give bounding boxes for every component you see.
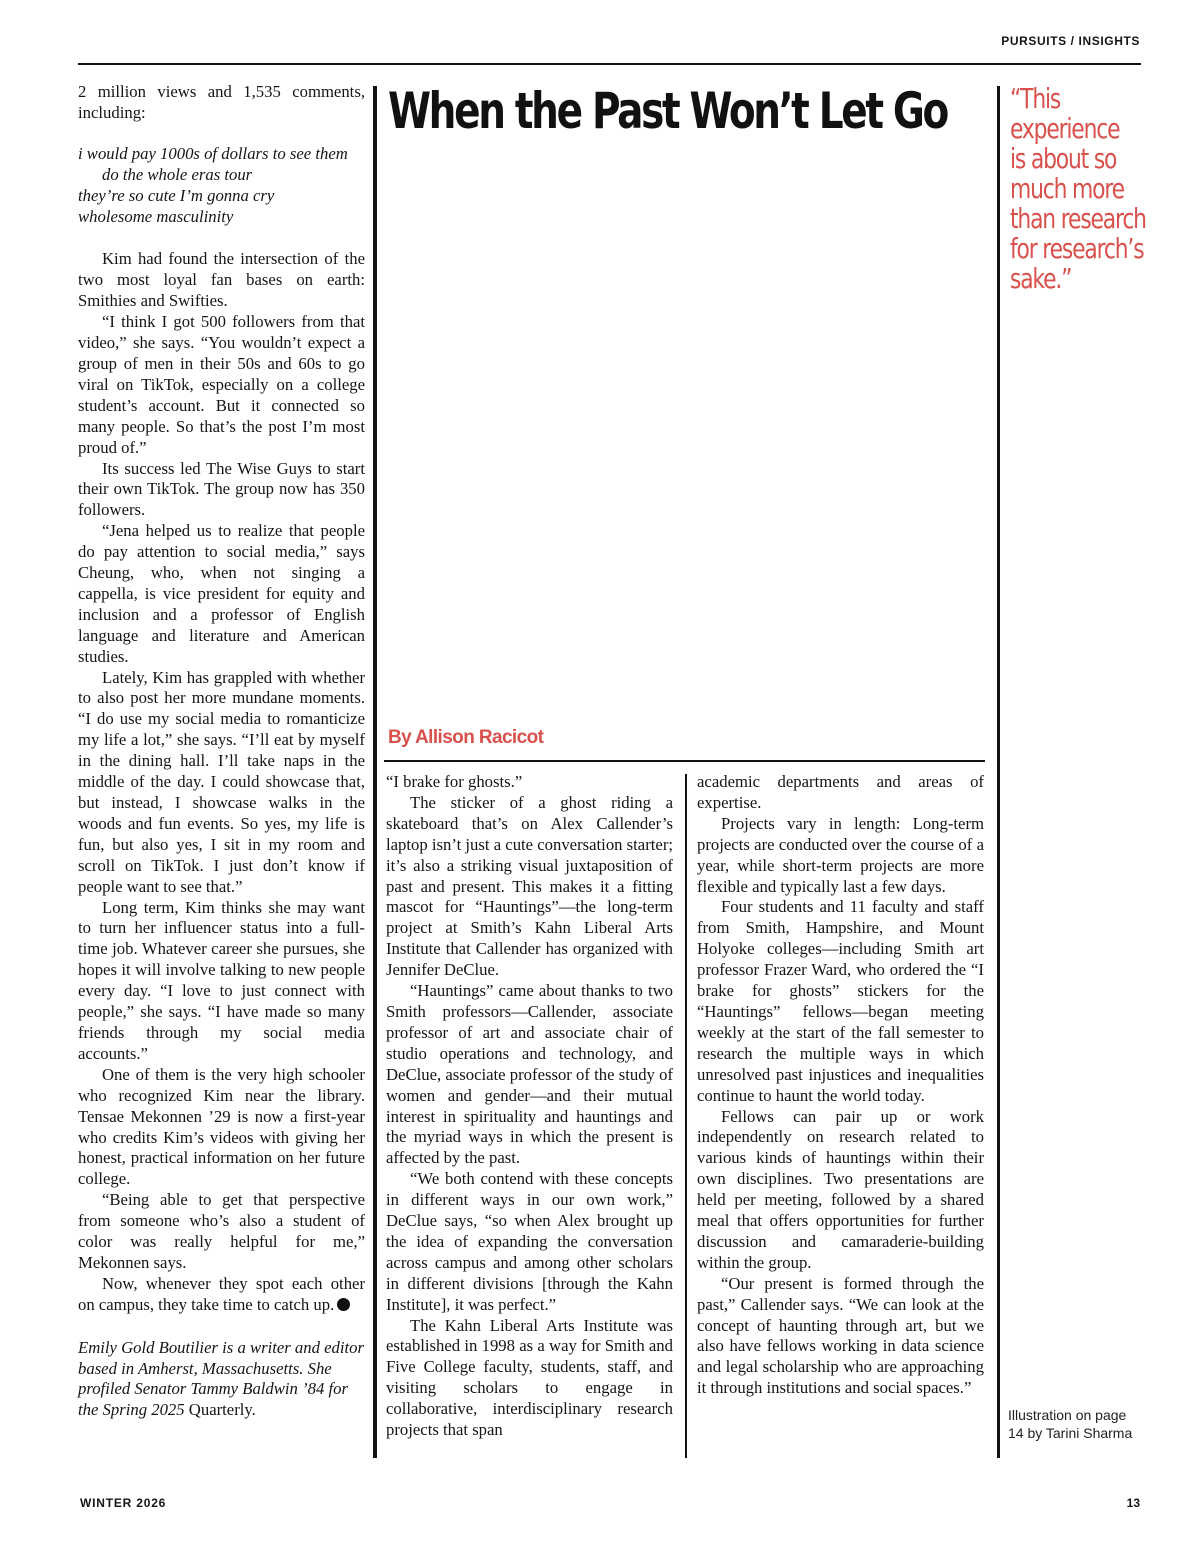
pull-quote-line: is about so xyxy=(1010,142,1117,175)
comment-line: they’re so cute I’m gonna cry xyxy=(78,185,275,205)
paragraph: “Being able to get that perspective from someone who’s also a student of color was really helpful for me,” Mekonnen says. xyxy=(78,1190,365,1272)
paragraph: “I think I got 500 followers from that video,” she says. “You wouldn’t expect a group of men in their 50s and 60s to go viral on TikTok, especially on a college student’s account. But it connected so many people. So that’s the post I’m most proud of.” xyxy=(78,312,365,457)
issue-label: WINTER 2026 xyxy=(80,1496,167,1510)
paragraph: Long term, Kim thinks she may want to turn her influencer status into a full-time job. Whatever career she pursues, she hopes it will involve talking to new people every day. “I love to just connect with people,” she says. “I have made so many friends through my social media accounts.” xyxy=(78,897,365,1063)
vertical-rule-left xyxy=(373,86,377,1458)
paragraph: Kim had found the intersection of the two most loyal fan bases on earth: Smithies and Swifties. xyxy=(78,249,365,311)
intro-text: 2 million views and 1,535 comments, including: xyxy=(78,82,365,122)
paragraph: Four students and 11 faculty and staff from Smith, Hampshire, and Mount Holyoke colleges—including Smith art professor Frazer Ward, who ordered the “I brake for ghosts” stickers for the “Hauntings” fellows—began meeting weekly at the start of the fall semester to research the multiple ways in which unresolved past injustices and inequalities continue to haunt the world today. xyxy=(697,897,984,1105)
illustration-space xyxy=(388,150,983,720)
pull-quote-line: than research xyxy=(1010,202,1146,235)
end-mark-icon xyxy=(337,1298,350,1311)
bio-publication: Quarterly. xyxy=(188,1400,256,1420)
middle-column xyxy=(386,772,673,1441)
pull-quote-line: much more xyxy=(1010,172,1124,205)
paragraph: academic departments and areas of expertise. xyxy=(697,772,984,812)
pull-quote-line: sake.” xyxy=(1010,262,1072,295)
paragraph: “Hauntings” came about thanks to two Smith professors—Callender, associate professor of art and associate chair of studio operations and technology, and DeClue, associate professor of the study of women and gender—and their mutual interest in spirituality and hauntings and the myriad ways in which the present is affected by the past. xyxy=(386,981,673,1168)
author-bio xyxy=(78,1338,365,1422)
pull-quote-line: for research’s xyxy=(1010,232,1144,265)
comment-line: i would pay 1000s of dollars to see them xyxy=(78,143,348,163)
pull-quote xyxy=(1010,82,1146,295)
byline: By Allison Racicot xyxy=(388,727,544,748)
page-number: 13 xyxy=(1126,1496,1140,1510)
pull-quote-line: “This xyxy=(1010,82,1061,115)
right-column xyxy=(697,772,984,1399)
final-paragraph xyxy=(78,1274,365,1316)
comments-quote xyxy=(78,144,365,228)
paragraph: “We both contend with these concepts in different ways in our own work,” DeClue says, “so when Alex brought up the idea of expanding the conversation across campus and among other scholars in different divisions [through the Kahn Institute], it was perfect.” xyxy=(386,1169,673,1314)
vertical-rule-right xyxy=(997,86,1000,1458)
paragraph: “I brake for ghosts.” xyxy=(386,772,523,791)
paragraph: “Jena helped us to realize that people do pay attention to social media,” says Cheung, who, when not singing a cappella, is vice president for equity and inclusion and a professor of English language and literature and American studies. xyxy=(78,521,365,666)
bio-text: Emily Gold Boutilier is a writer and editor based in Amherst, Massachusetts. She profiled Senator Tammy Baldwin ’84 for the Spring 2025 xyxy=(78,1337,364,1420)
paragraph: One of them is the very high schooler who recognized Kim near the library. Tensae Mekonnen ’29 is now a first-year who credits Kim’s videos with giving her honest, practical information on her future college. xyxy=(78,1064,365,1189)
comment-line: do the whole eras tour xyxy=(102,164,253,184)
paragraph: “Our present is formed through the past,” Callender says. “We can look at the concept of haunting through art, but we also have fellows working in data science and legal scholarship who are approaching it through institutions and social spaces.” xyxy=(697,1273,984,1398)
pull-quote-line: experience xyxy=(1010,112,1120,145)
paragraph: The Kahn Liberal Arts Institute was established in 1998 as a way for Smith and Five College faculty, students, staff, and visiting scholars to engage in collaborative, interdisciplinary research projects that span xyxy=(386,1315,673,1440)
paragraph: Fellows can pair up or work independently on research related to various kinds of hauntings within their own disciplines. Two presentations are held per meeting, followed by a shared meal that offers opportunities for further discussion and camaraderie-building within the group. xyxy=(697,1106,984,1272)
headline: When the Past Won’t Let Go xyxy=(388,82,948,140)
paragraph: Its success led The Wise Guys to start their own TikTok. The group now has 350 followers. xyxy=(78,458,365,520)
paragraph-text: Now, whenever they spot each other on campus, they take time to catch up. xyxy=(78,1273,365,1314)
comment-line: wholesome masculinity xyxy=(78,206,234,226)
left-column xyxy=(78,82,365,1421)
illustration-credit: Illustration on page 14 by Tarini Sharma xyxy=(1008,1407,1133,1441)
paragraph: Projects vary in length: Long-term projects are conducted over the course of a year, while short-term projects are more flexible and typically last a few days. xyxy=(697,813,984,896)
section-label: PURSUITS / INSIGHTS xyxy=(1001,34,1140,48)
byline-rule xyxy=(384,760,985,762)
paragraph: Lately, Kim has grappled with whether to also post her more mundane moments. “I do use my social media to romanticize my life a lot,” she says. “I’ll eat by myself in the dining hall. I’ll take naps in the middle of the day. I could showcase that, but instead, I showcase walks in the woods and fun events. So yes, my life is fun, but also yes, I sit in my room and scroll on TikTok. I just don’t know if people want to see that.” xyxy=(78,667,365,896)
column-divider xyxy=(685,774,687,1458)
top-rule xyxy=(78,63,1141,65)
paragraph: The sticker of a ghost riding a skateboard that’s on Alex Callender’s laptop isn’t just a cute conversation starter; it’s also a striking visual juxtaposition of past and present. This makes it a fitting mascot for “Hauntings”—the long-term project at Smith’s Kahn Liberal Arts Institute that Callender has organized with Jennifer DeClue. xyxy=(386,792,674,980)
